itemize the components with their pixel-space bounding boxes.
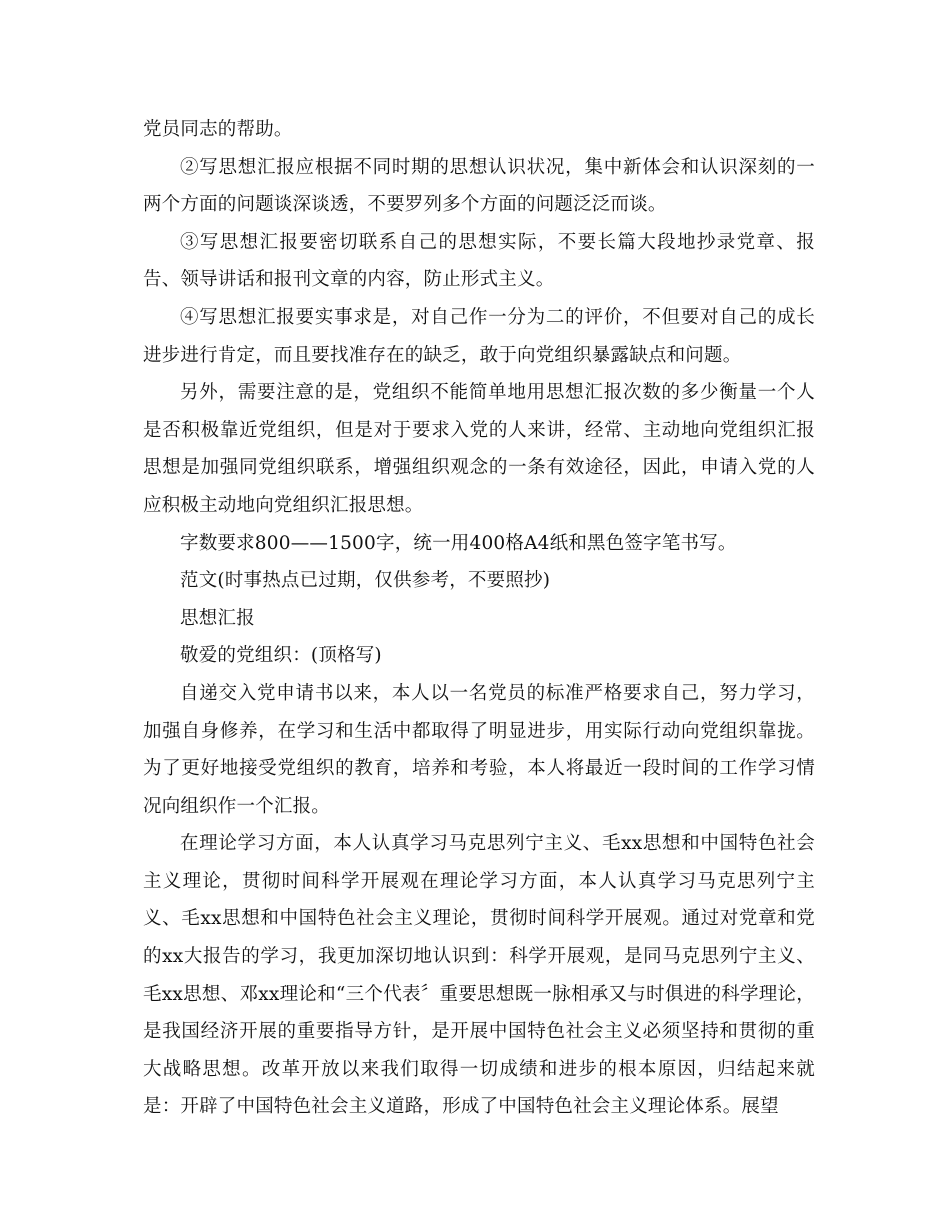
report-salutation: 敬爱的党组织：(顶格写) [180,645,382,667]
report-title: 思想汇报 [180,607,255,629]
document-body [143,111,815,1126]
report-body-paragraph-1: 自递交入党申请书以来，本人以一名党员的标准严格要求自己，努力学习，加强自身修养，在学习和生活中都取得了明显进步，用实际行动向党组织靠拢。为了更好地接受党组织的教育，培养和考验，本人将最近一段时间的工作学习情况向组织作一个汇报。 [143,682,815,817]
paragraph-point-2: ②写思想汇报应根据不同时期的思想认识状况，集中新体会和认识深刻的一两个方面的问题谈深谈透，不要罗列多个方面的问题泛泛而谈。 [143,156,815,216]
report-body-paragraph-2: 在理论学习方面，本人认真学习马克思列宁主义、毛xx思想和中国特色社会主义理论，贯彻时间科学开展观在理论学习方面，本人认真学习马克思列宁主义、毛xx思想和中国特色社会主义理论，贯彻时间科学开展观。通过对党章和党的xx大报告的学习，我更加深切地认识到：科学开展观，是同马克思列宁主义、毛xx思想、邓xx理论和“三个代表〞重要思想既一脉相承又与时俱进的科学理论，是我国经济开展的重要指导方针，是开展中国特色社会主义必须坚持和贯彻的重大战略思想。改革开放以来我们取得一切成绩和进步的根本原因，归结起来就是：开辟了中国特色社会主义道路，形成了中国特色社会主义理论体系。展望 [143,833,815,1118]
paragraph-point-3: ③写思想汇报要密切联系自己的思想实际，不要长篇大段地抄录党章、报告、领导讲话和报刊文章的内容，防止形式主义。 [143,231,815,291]
paragraph-additional-note: 另外，需要注意的是，党组织不能简单地用思想汇报次数的多少衡量一个人是否积极靠近党组织，但是对于要求入党的人来讲，经常、主动地向党组织汇报思想是加强同党组织联系，增强组织观念的一条有效途径，因此，申请入党的人应积极主动地向党组织汇报思想。 [143,382,815,516]
paragraph-continuation: 党员同志的帮助。 [143,119,293,140]
paragraph-sample-note: 范文(时事热点已过期，仅供参考，不要照抄) [180,570,551,592]
paragraph-point-4: ④写思想汇报要实事求是，对自己作一分为二的评价，不但要对自己的成长进步进行肯定，而且要找准存在的缺乏，敢于向党组织暴露缺点和问题。 [143,306,815,366]
paragraph-word-count-requirement: 字数要求800——1500字，统一用400格A4纸和黑色签字笔书写。 [180,532,737,554]
